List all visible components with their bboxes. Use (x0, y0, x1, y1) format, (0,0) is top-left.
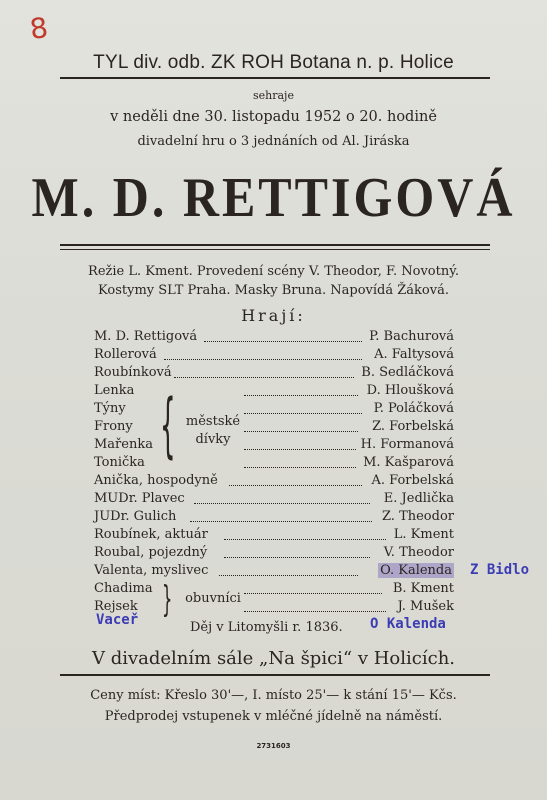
cast-role: Rollerová (94, 347, 157, 362)
group-label-divky: dívky (195, 432, 231, 447)
cast-heading: Hrají: (241, 306, 306, 325)
leader-dots (190, 521, 372, 522)
play-title: M. D. RETTIGOVÁ (31, 165, 516, 229)
cast-role: Roubínková (94, 365, 172, 380)
cast-role: Lenka (94, 383, 135, 398)
cast-role: MUDr. Plavec (94, 491, 185, 506)
leader-dots (244, 431, 358, 432)
stamp-replacement-rejsek: Vaceř (96, 612, 139, 628)
cast-row (94, 365, 454, 382)
cast-role: Anička, hospodyně (94, 473, 218, 488)
handwritten-mark: 8 (27, 10, 51, 47)
cast-actor-stamped: O. Kalenda (380, 563, 452, 578)
setting-line: Děj v Litomyšli r. 1836. (190, 620, 343, 635)
leader-dots (219, 575, 358, 576)
cast-actor: B. Sedláčková (361, 365, 454, 380)
cast-row (94, 455, 454, 472)
leader-dots (229, 485, 362, 486)
venue-line: V divadelním sále „Na špici“ v Holicích. (91, 648, 456, 669)
cast-actor: M. Kašparová (363, 455, 454, 470)
leader-dots (244, 395, 358, 396)
play-line: divadelní hru o 3 jednáních od Al. Jiráska (137, 134, 410, 149)
leader-dots (244, 611, 386, 612)
cast-role: Roubal, pojezdný (94, 545, 208, 560)
date-line: v neděli dne 30. listopadu 1952 o 20. hodině (110, 109, 437, 125)
leader-dots (244, 413, 362, 414)
cast-actor: L. Kment (393, 527, 454, 542)
cast-row (94, 491, 454, 508)
leader-dots (244, 467, 356, 468)
leader-dots (174, 377, 354, 378)
cast-actor: A. Faltysová (374, 347, 454, 362)
cast-row (94, 509, 454, 526)
title-rule-bottom (60, 249, 490, 250)
cast-row (94, 581, 454, 598)
cast-role: Valenta, myslivec (94, 563, 209, 578)
leader-dots (244, 449, 356, 450)
cast-row (94, 329, 454, 346)
cast-actor: E. Jedlička (383, 491, 454, 506)
group-brace: { (160, 384, 176, 466)
cast-role: Tonička (94, 455, 145, 470)
cast-actor: A. Forbelská (371, 473, 454, 488)
cast-row (94, 473, 454, 490)
group-brace: } (162, 579, 173, 620)
cast-row (94, 563, 454, 580)
cast-role: Roubínek, aktuár (94, 527, 208, 542)
sehraje-line: sehraje (253, 89, 294, 102)
stamp-bottom-kalenda: O Kalenda (370, 616, 446, 632)
prices-line: Ceny míst: Křeslo 30'—, I. místo 25'— k stání 15'— Kčs. (90, 688, 457, 703)
leader-dots (224, 557, 370, 558)
credits-line-1: Režie L. Kment. Provedení scény V. Theodor, F. Novotný. (88, 264, 459, 279)
cast-actor: J. Mušek (397, 599, 454, 614)
cast-actor: P. Bachurová (369, 329, 454, 344)
leader-dots (164, 359, 362, 360)
cast-role: Mařenka (94, 437, 153, 452)
cast-actor: Z. Theodor (382, 509, 454, 524)
title-rule-top (60, 244, 490, 246)
leader-dots (244, 593, 382, 594)
cast-row (94, 527, 454, 544)
cast-actor: P. Poláčková (373, 401, 454, 416)
cast-role: Týny (94, 401, 126, 416)
stamp-replacement-valenta: Z Bidlo (470, 562, 530, 578)
cast-role: M. D. Rettigová (94, 329, 198, 344)
cast-role: JUDr. Gulich (94, 509, 177, 524)
organizer-line: TYL div. odb. ZK ROH Botana n. p. Holice (93, 52, 454, 73)
presale-line: Předprodej vstupenek v mléčné jídelně na náměstí. (104, 709, 443, 724)
leader-dots (224, 539, 386, 540)
cast-row (94, 419, 454, 436)
cast-row (94, 401, 454, 418)
cast-role: Rejsek (94, 599, 138, 614)
group-label-mestske: městské (185, 414, 241, 429)
cast-row (94, 437, 454, 454)
cast-row (94, 599, 454, 616)
cast-actor: Z. Forbelská (372, 419, 454, 434)
leader-dots (204, 341, 362, 342)
cast-actor: D. Hloušková (366, 383, 454, 398)
cast-row (94, 545, 454, 562)
leader-dots (194, 503, 370, 504)
cast-role: Frony (94, 419, 133, 434)
group-label-obuvnici: obuvníci (185, 591, 241, 606)
venue-rule (60, 674, 490, 676)
cast-row (94, 347, 454, 364)
print-code: 2731603 (256, 742, 291, 750)
cast-actor: H. Formanová (360, 437, 454, 452)
cast-role: Chadima (94, 581, 153, 596)
cast-actor: V. Theodor (383, 545, 454, 560)
cast-actor: B. Kment (392, 581, 454, 596)
cast-row (94, 383, 454, 400)
credits-line-2: Kostymy SLT Praha. Masky Bruna. Napovídá Žáková. (98, 283, 449, 298)
header-rule (60, 77, 490, 79)
